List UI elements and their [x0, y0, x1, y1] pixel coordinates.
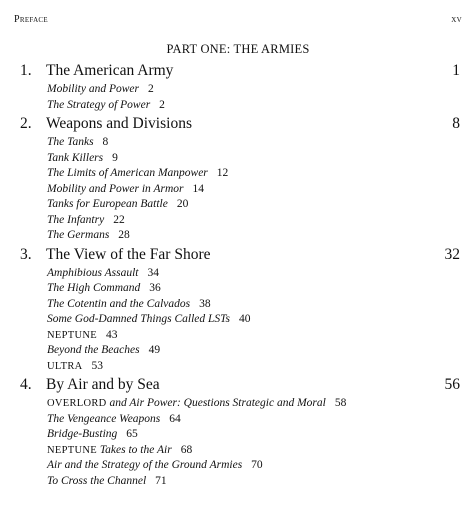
- section-codename: OVERLORD: [47, 398, 107, 409]
- section-page: 68: [180, 443, 193, 456]
- section-entry: [47, 458, 460, 474]
- section-list: [47, 266, 460, 375]
- chapter-title: By Air and by Sea: [46, 376, 160, 393]
- section-title: Takes to the Air: [96, 443, 172, 456]
- section-title: The Vengeance Weapons: [47, 412, 161, 425]
- chapter-heading: [20, 62, 460, 82]
- section-title: Amphibious Assault: [47, 266, 139, 279]
- chapter-number: 4.: [20, 376, 32, 393]
- section-entry: [47, 427, 460, 443]
- section-title: The Tanks: [47, 136, 94, 148]
- section-title: To Cross the Channel: [47, 474, 147, 487]
- section-page: 8: [102, 136, 109, 148]
- section-entry: [47, 328, 460, 344]
- section-page: 43: [105, 328, 118, 341]
- section-entry: [47, 228, 460, 244]
- section-entry: [47, 166, 460, 182]
- section-title: Mobility and Power: [47, 83, 139, 95]
- running-head-title: Preface: [14, 14, 48, 25]
- section-page: 64: [169, 412, 181, 425]
- section-page: 49: [148, 344, 161, 356]
- section-page: 20: [176, 198, 189, 210]
- section-title: The Infantry: [47, 213, 105, 226]
- chapter-title: The View of the Far Shore: [46, 245, 211, 263]
- section-entry: [47, 82, 460, 98]
- section-entry: [47, 213, 460, 229]
- section-title: The Cotentin and the Calvados: [47, 297, 191, 310]
- section-title: Bridge-Busting: [47, 428, 118, 440]
- section-title: Tanks for European Battle: [47, 198, 168, 210]
- section-title: and Air Power: Questions Strategic and Moral: [106, 397, 326, 409]
- chapter-number: 3.: [20, 245, 32, 263]
- section-page: 28: [118, 229, 130, 241]
- section-entry: [47, 281, 460, 297]
- chapter-title: The American Army: [46, 62, 174, 79]
- chapter-heading: [20, 115, 460, 135]
- section-page: 2: [159, 98, 165, 111]
- chapter-page: 56: [444, 376, 460, 393]
- section-title: The High Command: [47, 282, 141, 294]
- section-entry: [47, 197, 460, 213]
- section-entry: [47, 135, 460, 151]
- section-entry: [47, 396, 460, 412]
- part-title: PART ONE: THE ARMIES: [166, 42, 310, 56]
- section-entry: [47, 182, 460, 198]
- chapter-title: Weapons and Divisions: [46, 115, 192, 132]
- chapter-heading: [20, 246, 460, 266]
- section-title: Mobility and Power in Armor: [47, 182, 184, 195]
- section-entry: [47, 312, 460, 328]
- section-list: [47, 135, 460, 244]
- section-entry: [47, 474, 460, 490]
- section-page: 40: [238, 313, 251, 325]
- section-title: Beyond the Beaches: [47, 344, 140, 356]
- section-entry: [47, 266, 460, 282]
- chapter-heading: [20, 376, 460, 396]
- section-page: 36: [149, 282, 161, 294]
- section-list: [47, 82, 460, 113]
- section-page: 9: [112, 151, 118, 164]
- section-page: 65: [126, 428, 138, 440]
- section-title: The Strategy of Power: [47, 98, 151, 111]
- section-page: 71: [155, 474, 167, 487]
- running-head: [14, 14, 462, 25]
- section-page: 70: [251, 459, 263, 471]
- chapter-page: 32: [444, 245, 460, 263]
- chapter-page: 8: [452, 115, 460, 132]
- section-page: 38: [199, 297, 211, 310]
- page-number: xv: [451, 14, 462, 25]
- chapter-spacer: [20, 489, 460, 491]
- section-entry: [47, 151, 460, 167]
- section-page: 2: [148, 83, 154, 95]
- section-title: The Limits of American Manpower: [47, 167, 208, 179]
- section-list: [47, 396, 460, 489]
- section-page: 34: [147, 266, 159, 279]
- section-title: Some God-Damned Things Called LSTs: [47, 313, 230, 325]
- section-title: The Germans: [47, 229, 110, 241]
- section-title: Air and the Strategy of the Ground Armies: [47, 459, 243, 471]
- section-entry: [47, 297, 460, 313]
- section-codename: NEPTUNE: [47, 444, 97, 456]
- section-entry: [47, 412, 460, 428]
- section-entry: [47, 359, 460, 375]
- section-page: 22: [113, 213, 125, 226]
- section-entry: [47, 443, 460, 459]
- section-page: 12: [216, 167, 229, 179]
- chapter-number: 1.: [20, 62, 32, 79]
- section-page: 53: [91, 359, 104, 372]
- section-page: 14: [192, 182, 205, 195]
- chapter-number: 2.: [20, 115, 32, 132]
- section-codename: ULTRA: [47, 360, 83, 372]
- section-codename: NEPTUNE: [47, 329, 97, 341]
- section-page: 58: [334, 397, 347, 409]
- table-of-contents: [20, 62, 460, 491]
- section-entry: [47, 343, 460, 359]
- section-title: Tank Killers: [47, 151, 104, 164]
- chapter-page: 1: [452, 62, 460, 79]
- section-entry: [47, 98, 460, 114]
